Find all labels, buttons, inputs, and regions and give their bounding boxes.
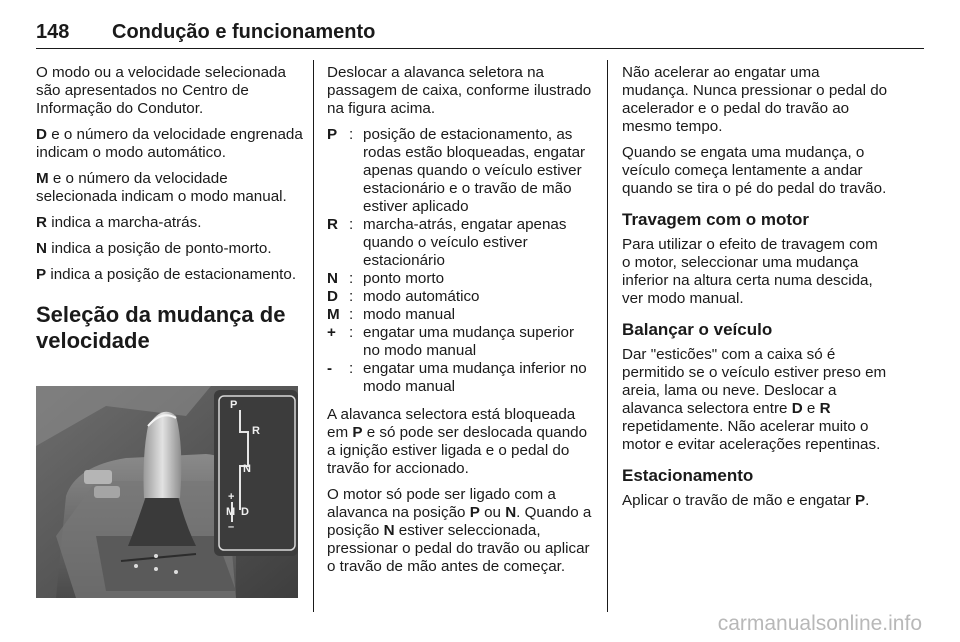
gate-label-n: N [243,463,251,475]
paragraph: R indica a marcha-atrás. [36,214,202,231]
definition-item: - : engatar uma mudança inferior no modo manual [327,360,587,395]
definition-item: M : modo manual [327,306,456,323]
subsection-heading: Travagem com o motor [622,210,810,229]
gate-label-r: R [252,425,260,437]
page-header [36,14,924,49]
paragraph: Dar "esticões" com a caixa só é permitido se o veículo estiver preso em areia, lama ou neve. Deslocar a alavanca selectora entre D e R repetidamente. Não acelerar muito o motor e evitar acelerações repentinas. [622,346,887,453]
gear-selector-figure [36,386,298,598]
gate-label-p: P [230,399,238,411]
paragraph: A alavanca selectora está bloqueada em P e só pode ser deslocada quando a ignição estiver ligada e o pedal do travão for accionado. [327,406,588,477]
paragraph: O modo ou a velocidade selecionada são apresentados no Centro de Informação do Condutor. [36,64,286,117]
gear-definition-list [327,126,595,396]
gate-label-plus: + [228,491,235,503]
gate-label-m: M [226,506,236,518]
definition-item: R : marcha-atrás, engatar apenas quando o veículo estiver estacionário [327,216,567,269]
column-2 [327,64,595,584]
paragraph: P indica a posição de estacionamento. [36,266,297,283]
page-title: Condução e funcionamento [112,21,376,43]
page-number: 148 [36,21,70,43]
paragraph: Não acelerar ao engatar uma mudança. Nunca pressionar o pedal do acelerador e o pedal do travão ao mesmo tempo. [622,64,888,135]
column-3 [622,64,890,518]
definition-item: P : posição de estacionamento, as rodas estão bloqueadas, engatar apenas quando o veículo estiver estacionário e o travão de mão estiver aplicado [327,126,586,215]
gate-label-d: D [241,506,249,518]
definition-item: D : modo automático [327,288,480,305]
column-1 [36,64,304,362]
definition-item: N : ponto morto [327,270,445,287]
paragraph: N indica a posição de ponto-morto. [36,240,272,257]
gear-selector-illustration [36,386,298,598]
paragraph: O motor só pode ser ligado com a alavanca na posição P ou N. Quando a posição N estiver seleccionada, pressionar o pedal do travão ou aplicar o travão de mão antes de começar. [327,486,592,575]
subsection-heading: Balançar o veículo [622,320,773,339]
section-heading: Seleção da mudança de velocidade [36,302,286,353]
paragraph: Quando se engata uma mudança, o veículo começa lentamente a andar quando se tira o pé do pedal do travão. [622,144,887,197]
paragraph: M e o número da velocidade selecionada indicam o modo manual. [36,170,287,205]
definition-item: + : engatar uma mudança superior no modo manual [327,324,575,359]
paragraph: Para utilizar o efeito de travagem com o motor, seleccionar uma mudança inferior na altura certa numa descida, ver modo manual. [622,236,878,307]
paragraph: Aplicar o travão de mão e engatar P. [622,492,870,509]
paragraph: D e o número da velocidade engrenada indicam o modo automático. [36,126,303,161]
column-divider-2 [607,60,608,612]
paragraph: Deslocar a alavanca seletora na passagem de caixa, conforme ilustrado na figura acima. [327,64,592,117]
column-divider-1 [313,60,314,612]
subsection-heading: Estacionamento [622,466,754,485]
gate-label-minus: – [228,521,235,533]
watermark: carmanualsonline.info [717,612,922,635]
